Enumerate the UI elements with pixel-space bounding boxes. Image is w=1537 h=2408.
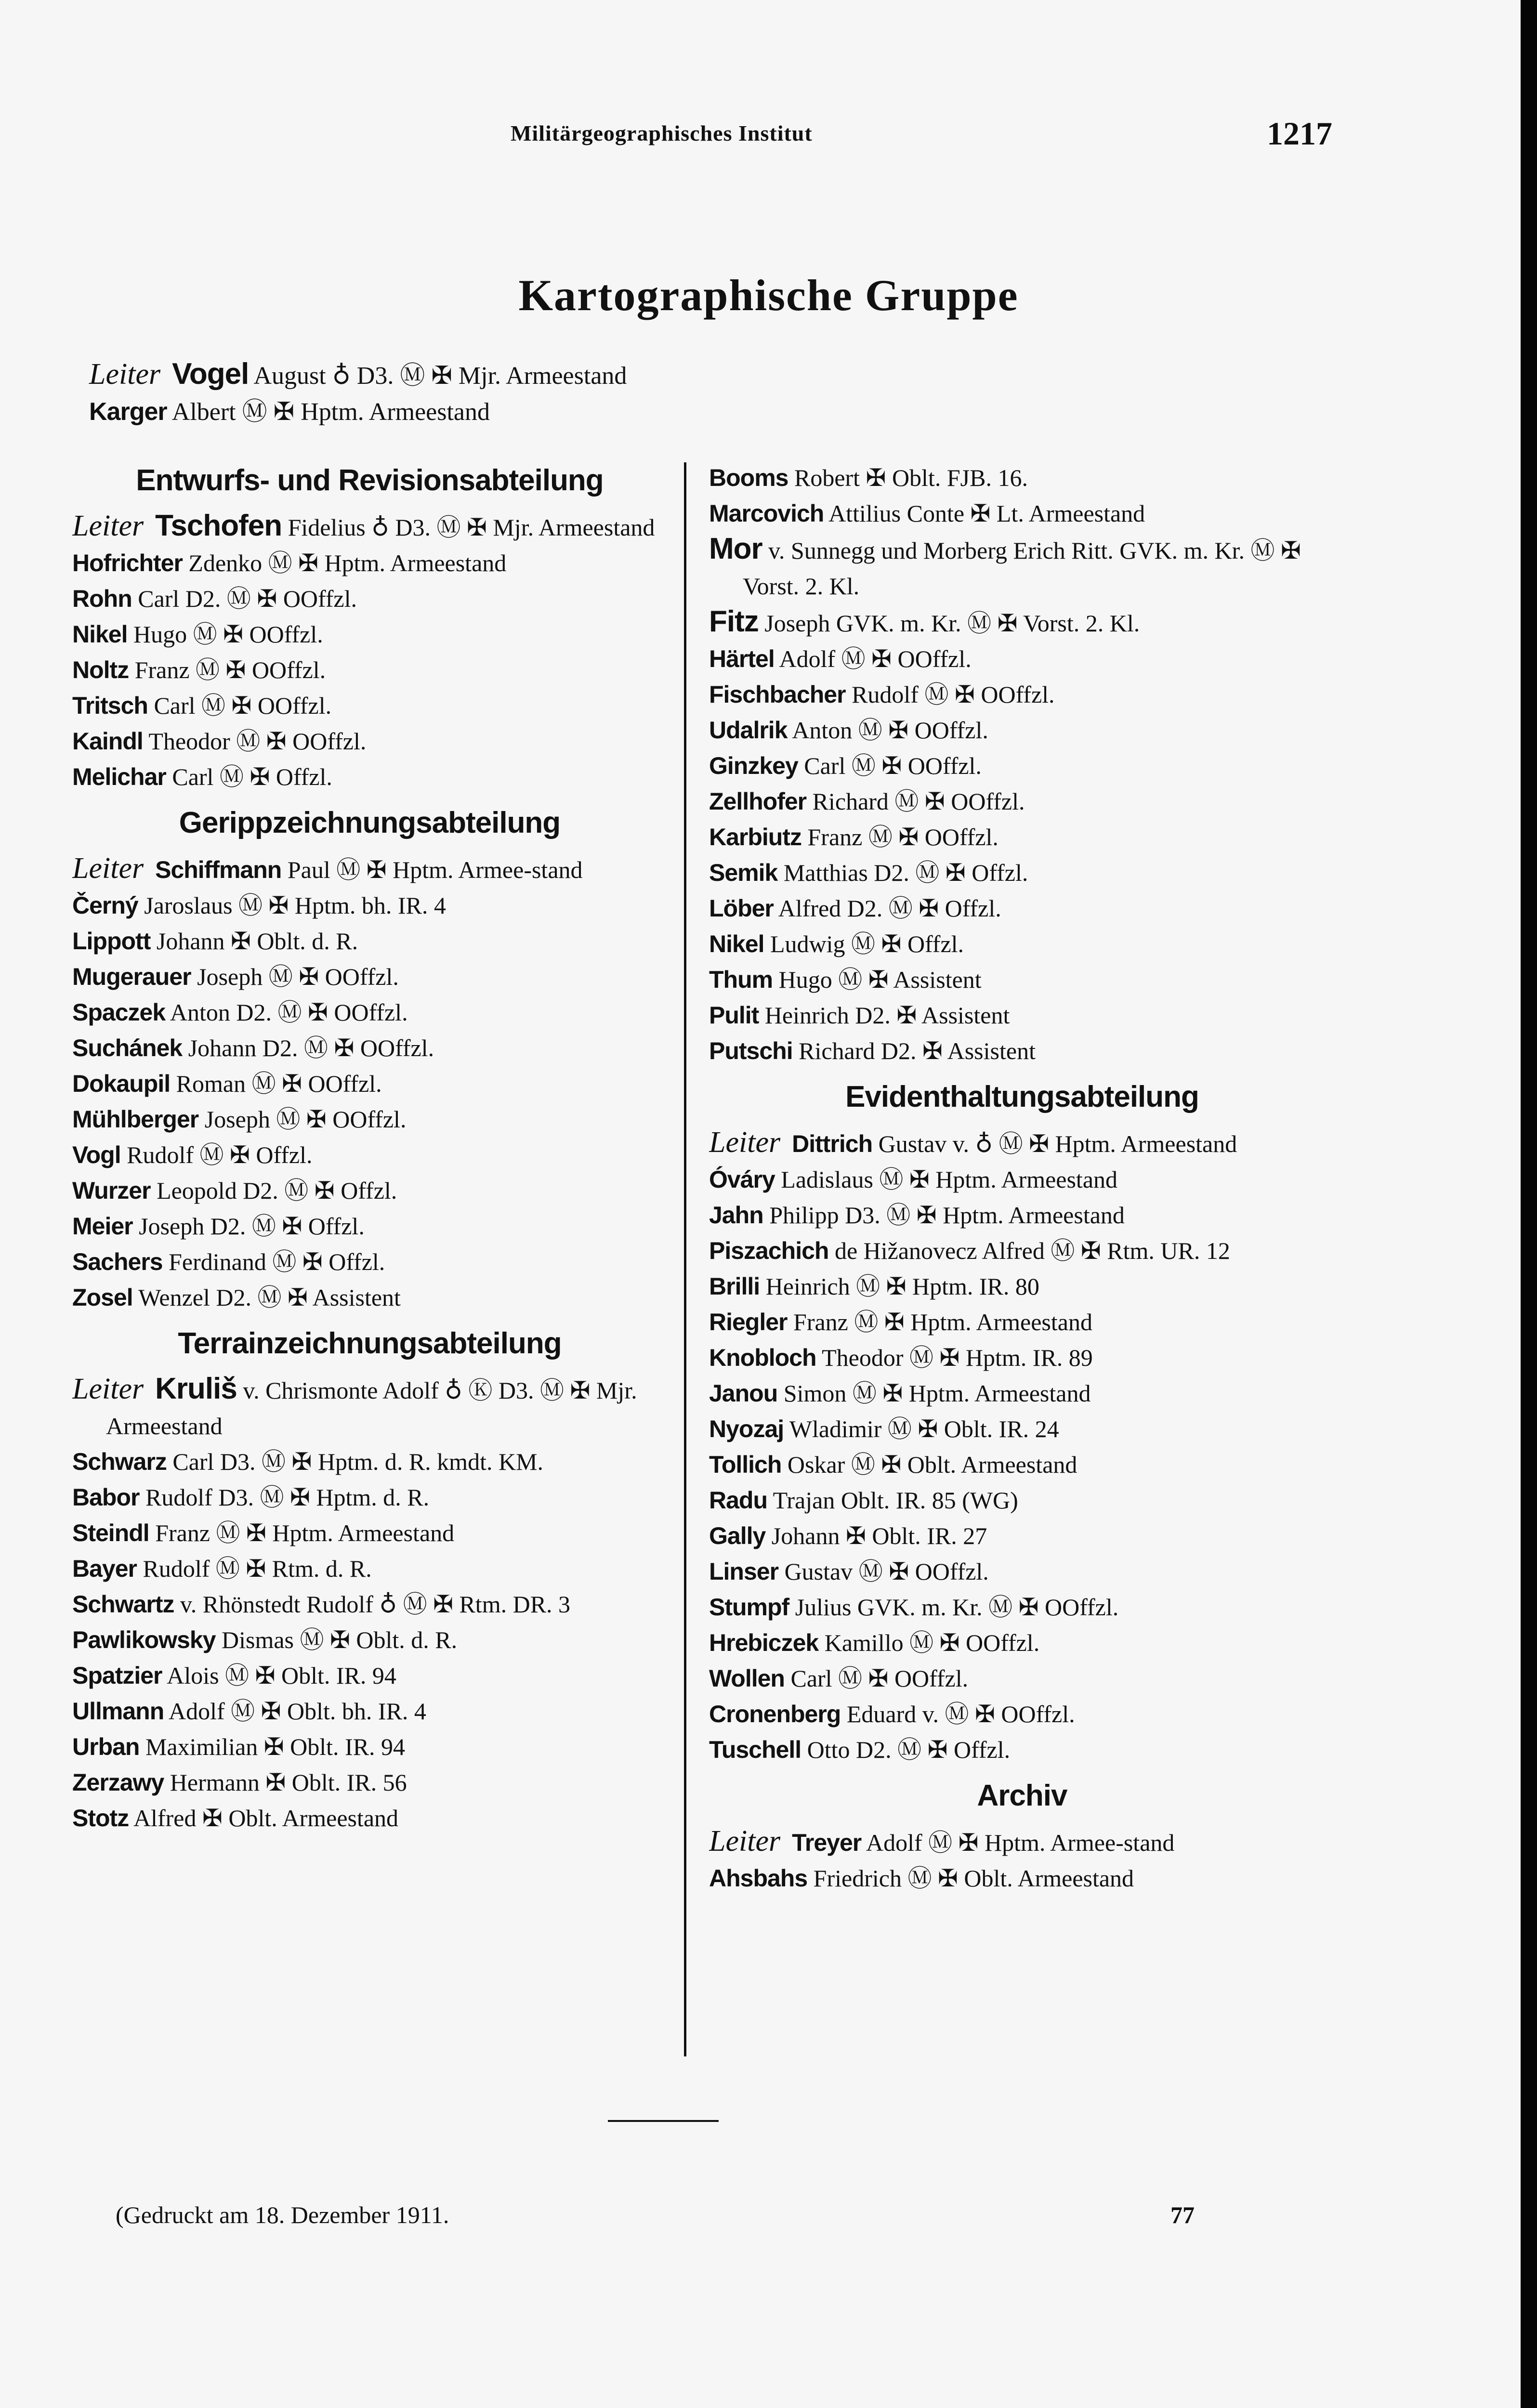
person-details: Franz Ⓜ ✠ Hptm. Armeestand: [155, 1519, 455, 1546]
page-title: Kartographische Gruppe: [518, 271, 1019, 320]
person-details: Dismas Ⓜ ✠ Oblt. d. R.: [222, 1626, 458, 1653]
personnel-entry: [72, 1729, 667, 1765]
personnel-entry: [709, 1482, 1335, 1518]
person-name: Ginzkey: [709, 752, 798, 779]
personnel-entry: [709, 962, 1335, 997]
person-details: Carl Ⓜ ✠ OOffzl.: [804, 752, 982, 779]
person-name: Mugerauer: [72, 963, 191, 990]
person-name: Urban: [72, 1733, 140, 1760]
person-details: Albert Ⓜ ✠ Hptm. Armeestand: [171, 398, 490, 426]
personnel-entry: [709, 1304, 1335, 1340]
person-details: Ferdinand Ⓜ ✠ Offzl.: [169, 1248, 385, 1275]
person-name: Nikel: [72, 621, 128, 648]
person-details: Maximilian ✠ Oblt. IR. 94: [145, 1733, 406, 1760]
personnel-entry: [709, 1823, 1335, 1860]
person-name: Ullmann: [72, 1698, 164, 1725]
person-name: Hofrichter: [72, 550, 183, 576]
personnel-entry: [72, 888, 667, 923]
leiter-label: Leiter: [72, 852, 144, 885]
person-details: Paul Ⓜ ✠ Hptm. Armee-stand: [287, 856, 583, 883]
personnel-entry: [709, 1732, 1335, 1767]
left-column: [72, 460, 667, 1836]
personnel-entry: [709, 1860, 1335, 1896]
person-details: Carl Ⓜ ✠ OOffzl.: [154, 692, 332, 719]
personnel-entry: [709, 890, 1335, 926]
person-name: Mor: [709, 532, 762, 565]
person-details: Carl D2. Ⓜ ✠ OOffzl.: [138, 585, 357, 612]
person-name: Linser: [709, 1558, 779, 1585]
personnel-entry: [72, 1444, 667, 1479]
person-name: Schwartz: [72, 1591, 174, 1618]
personnel-entry: [72, 1101, 667, 1137]
person-name: Treyer: [792, 1829, 862, 1856]
person-details: Rudolf Ⓜ ✠ Rtm. d. R.: [143, 1555, 372, 1582]
section-title: Archiv: [977, 1779, 1067, 1812]
person-name: Karger: [89, 398, 167, 426]
person-name: Karbiutz: [709, 824, 801, 851]
person-details: Richard D2. ✠ Assistent: [799, 1037, 1036, 1064]
person-details: Friedrich Ⓜ ✠ Oblt. Armeestand: [813, 1865, 1134, 1892]
person-name: Óváry: [709, 1166, 775, 1193]
personnel-entry: [72, 1280, 667, 1315]
person-name: Dokaupil: [72, 1070, 171, 1097]
person-details: Hermann ✠ Oblt. IR. 56: [170, 1769, 407, 1796]
person-details: de Hižanovecz Alfred Ⓜ ✠ Rtm. UR. 12: [834, 1237, 1230, 1264]
person-name: Pawlikowsky: [72, 1626, 216, 1653]
personnel-entry: [709, 1411, 1335, 1447]
person-name: Härtel: [709, 645, 775, 672]
person-details: Robert ✠ Oblt. FJB. 16.: [794, 464, 1028, 491]
group-leaders: [89, 356, 1486, 430]
section-title: Entwurfs- und Revisionsabteilung: [136, 464, 604, 497]
personnel-entry: [72, 1586, 667, 1622]
person-details: Simon Ⓜ ✠ Hptm. Armeestand: [783, 1380, 1091, 1407]
person-details: Fidelius ♁ D3. Ⓜ ✠ Mjr. Armeestand: [288, 514, 655, 541]
personnel-entry: [709, 1518, 1335, 1554]
person-details: Heinrich Ⓜ ✠ Hptm. IR. 80: [765, 1273, 1039, 1300]
personnel-entry: [709, 1447, 1335, 1482]
personnel-entry: [709, 1589, 1335, 1625]
personnel-entry: [709, 641, 1335, 677]
person-name: Zerzawy: [72, 1769, 164, 1796]
personnel-entry: [72, 1066, 667, 1101]
person-details: Heinrich D2. ✠ Assistent: [764, 1002, 1010, 1029]
person-name: Putschi: [709, 1037, 793, 1064]
personnel-entry: [72, 1244, 667, 1280]
person-name: Noltz: [72, 656, 129, 683]
person-details: Eduard v. Ⓜ ✠ OOffzl.: [846, 1701, 1075, 1727]
personnel-entry: [709, 460, 1335, 496]
personnel-entry: [72, 1693, 667, 1729]
person-details: Carl Ⓜ ✠ Offzl.: [172, 763, 332, 790]
personnel-entry: [709, 1197, 1335, 1233]
personnel-entry: [709, 1340, 1335, 1375]
personnel-entry: [72, 723, 667, 759]
personnel-entry: [709, 997, 1335, 1033]
personnel-entry: [72, 1208, 667, 1244]
running-head: Militärgeographisches Institut: [511, 121, 813, 145]
person-details: Joseph Ⓜ ✠ OOffzl.: [204, 1106, 407, 1133]
person-name: Zellhofer: [709, 788, 807, 815]
personnel-entry: [709, 748, 1335, 784]
person-details: Roman Ⓜ ✠ OOffzl.: [176, 1070, 382, 1097]
person-name: Riegler: [709, 1309, 788, 1335]
person-details: v. Chrismonte Adolf ♁ Ⓚ D3. Ⓜ ✠ Mjr. Armeestand: [106, 1377, 637, 1440]
right-column: [709, 460, 1335, 1896]
person-name: Melichar: [72, 763, 166, 790]
person-name: Nyozaj: [709, 1415, 784, 1442]
personnel-entry: [709, 784, 1335, 819]
person-details: Alfred D2. Ⓜ ✠ Offzl.: [778, 895, 1001, 922]
personnel-entry: [709, 604, 1335, 641]
person-name: Cronenberg: [709, 1701, 841, 1727]
leiter-label: Leiter: [72, 1373, 144, 1405]
personnel-entry: [72, 1030, 667, 1066]
footer-rule: [608, 2120, 719, 2122]
personnel-entry: [72, 545, 667, 581]
column-divider: [684, 462, 686, 2056]
leiter-label: Leiter: [709, 1126, 781, 1159]
person-details: Alfred ✠ Oblt. Armeestand: [133, 1805, 399, 1832]
personnel-entry: [72, 1137, 667, 1173]
person-name: Rohn: [72, 585, 132, 612]
person-details: Hugo Ⓜ ✠ OOffzl.: [133, 621, 323, 648]
personnel-entry: [72, 508, 667, 545]
person-name: Piszachich: [709, 1237, 829, 1264]
leiter-label: Leiter: [72, 510, 144, 542]
person-details: Leopold D2. Ⓜ ✠ Offzl.: [157, 1177, 397, 1204]
leiter-label: Leiter: [709, 1825, 781, 1858]
person-details: Rudolf Ⓜ ✠ OOffzl.: [852, 681, 1055, 708]
person-name: Dittrich: [792, 1130, 873, 1157]
person-name: Mühlberger: [72, 1106, 199, 1133]
personnel-entry: [72, 923, 667, 959]
person-details: Richard Ⓜ ✠ OOffzl.: [812, 788, 1025, 815]
leiter-label: Leiter: [89, 358, 161, 391]
person-details: Ludwig Ⓜ ✠ Offzl.: [770, 930, 964, 957]
personnel-entry: [72, 1622, 667, 1658]
personnel-entry: [72, 995, 667, 1030]
person-name: Babor: [72, 1484, 140, 1511]
person-name: Radu: [709, 1487, 767, 1514]
person-name: Sachers: [72, 1248, 163, 1275]
personnel-entry: [72, 1551, 667, 1586]
person-details: Franz Ⓜ ✠ OOffzl.: [807, 824, 998, 851]
person-name: Booms: [709, 464, 788, 491]
person-details: Carl D3. Ⓜ ✠ Hptm. d. R. kmdt. KM.: [172, 1448, 544, 1475]
personnel-entry: [72, 1658, 667, 1693]
person-details: Franz Ⓜ ✠ Hptm. Armeestand: [793, 1309, 1092, 1335]
person-name: Pulit: [709, 1002, 759, 1029]
person-name: Vogel: [172, 357, 249, 391]
person-details: Rudolf D3. Ⓜ ✠ Hptm. d. R.: [145, 1484, 430, 1511]
person-name: Hrebiczek: [709, 1629, 819, 1656]
personnel-entry: [709, 1554, 1335, 1589]
personnel-entry: [72, 1479, 667, 1515]
person-name: Suchánek: [72, 1034, 183, 1061]
personnel-entry: [72, 1800, 667, 1836]
personnel-entry: [709, 1375, 1335, 1411]
person-details: Adolf Ⓜ ✠ Oblt. bh. IR. 4: [169, 1698, 426, 1725]
person-details: Joseph Ⓜ ✠ OOffzl.: [197, 963, 399, 990]
personnel-entry: [709, 1125, 1335, 1162]
person-details: Adolf Ⓜ ✠ OOffzl.: [779, 645, 972, 672]
person-name: Spatzier: [72, 1662, 162, 1689]
person-details: Ladislaus Ⓜ ✠ Hptm. Armeestand: [781, 1166, 1118, 1193]
personnel-entry: [72, 959, 667, 995]
person-name: Marcovich: [709, 500, 824, 527]
personnel-entry: [709, 677, 1335, 712]
person-name: Nikel: [709, 930, 764, 957]
person-name: Fitz: [709, 605, 759, 638]
personnel-entry: [709, 1696, 1335, 1732]
person-name: Jahn: [709, 1202, 763, 1229]
person-name: Bayer: [72, 1555, 137, 1582]
personnel-entry: [72, 1515, 667, 1551]
person-details: Jaroslaus Ⓜ ✠ Hptm. bh. IR. 4: [144, 892, 446, 919]
person-details: Trajan Oblt. IR. 85 (WG): [773, 1487, 1018, 1514]
person-details: Wladimir Ⓜ ✠ Oblt. IR. 24: [789, 1415, 1059, 1442]
personnel-entry: [72, 616, 667, 652]
person-details: Attilius Conte ✠ Lt. Armeestand: [828, 500, 1145, 527]
personnel-entry: [709, 1661, 1335, 1696]
person-details: Anton Ⓜ ✠ OOffzl.: [792, 717, 988, 744]
person-details: Joseph D2. Ⓜ ✠ Offzl.: [139, 1213, 365, 1240]
person-details: Julius GVK. m. Kr. Ⓜ ✠ OOffzl.: [795, 1594, 1119, 1621]
person-name: Ahsbahs: [709, 1865, 808, 1892]
person-name: Vogl: [72, 1141, 121, 1168]
leader-line: [89, 394, 1486, 430]
person-name: Schiffmann: [155, 856, 282, 883]
scan-edge: [1521, 0, 1537, 2408]
person-name: Udalrik: [709, 717, 788, 744]
personnel-entry: [72, 759, 667, 795]
person-details: Adolf Ⓜ ✠ Hptm. Armee-stand: [866, 1829, 1175, 1856]
personnel-entry: [709, 1033, 1335, 1069]
person-name: Tollich: [709, 1451, 782, 1478]
personnel-entry: [709, 819, 1335, 855]
person-details: Alois Ⓜ ✠ Oblt. IR. 94: [167, 1662, 396, 1689]
person-name: Janou: [709, 1380, 778, 1407]
personnel-entry: [72, 688, 667, 723]
person-name: Fischbacher: [709, 681, 846, 708]
personnel-entry: [709, 1269, 1335, 1304]
personnel-entry: [72, 1765, 667, 1800]
person-name: Löber: [709, 895, 774, 922]
person-name: Stumpf: [709, 1594, 789, 1621]
person-name: Tritsch: [72, 692, 148, 719]
personnel-entry: [709, 712, 1335, 748]
person-details: v. Sunnegg und Morberg Erich Ritt. GVK. m. Kr. Ⓜ ✠ Vorst. 2. Kl.: [743, 537, 1301, 600]
person-name: Kaindl: [72, 728, 143, 755]
section-title: Evidenthaltungsabteilung: [845, 1080, 1199, 1113]
person-details: August ♁ D3. Ⓜ ✠ Mjr. Armeestand: [253, 362, 627, 390]
personnel-entry: [72, 652, 667, 688]
personnel-entry: [709, 926, 1335, 962]
personnel-entry: [72, 1371, 667, 1444]
person-name: Stotz: [72, 1805, 129, 1832]
person-details: Theodor Ⓜ ✠ OOffzl.: [148, 728, 367, 755]
person-details: Joseph GVK. m. Kr. Ⓜ ✠ Vorst. 2. Kl.: [764, 610, 1140, 637]
person-name: Tuschell: [709, 1736, 801, 1763]
person-name: Kruliš: [155, 1372, 237, 1405]
person-details: Gustav Ⓜ ✠ OOffzl.: [784, 1558, 989, 1585]
person-details: Hugo Ⓜ ✠ Assistent: [778, 966, 982, 993]
person-details: Philipp D3. Ⓜ ✠ Hptm. Armeestand: [769, 1202, 1125, 1229]
person-details: Johann D2. Ⓜ ✠ OOffzl.: [188, 1034, 434, 1061]
person-name: Thum: [709, 966, 773, 993]
person-details: Kamillo Ⓜ ✠ OOffzl.: [824, 1629, 1040, 1656]
personnel-entry: [709, 855, 1335, 890]
person-name: Gally: [709, 1522, 766, 1549]
personnel-entry: [709, 1233, 1335, 1269]
person-name: Knobloch: [709, 1344, 816, 1371]
personnel-entry: [709, 531, 1335, 604]
person-details: Carl Ⓜ ✠ OOffzl.: [790, 1665, 969, 1692]
person-details: Johann ✠ Oblt. IR. 27: [771, 1522, 987, 1549]
section-title: Gerippzeichnungsabteilung: [179, 806, 561, 839]
person-name: Wurzer: [72, 1177, 151, 1204]
person-details: Wenzel D2. Ⓜ ✠ Assistent: [138, 1284, 401, 1311]
person-details: Oskar Ⓜ ✠ Oblt. Armeestand: [787, 1451, 1077, 1478]
person-details: v. Rhönstedt Rudolf ♁ Ⓜ ✠ Rtm. DR. 3: [180, 1591, 571, 1618]
person-details: Gustav v. ♁ Ⓜ ✠ Hptm. Armeestand: [878, 1130, 1237, 1157]
person-name: Schwarz: [72, 1448, 167, 1475]
sheet-number: 77: [1170, 2201, 1195, 2228]
person-name: Brilli: [709, 1273, 760, 1300]
person-details: Johann ✠ Oblt. d. R.: [156, 928, 358, 955]
person-name: Semik: [709, 859, 778, 886]
person-name: Černý: [72, 892, 138, 919]
personnel-entry: [72, 581, 667, 616]
personnel-entry: [72, 851, 667, 888]
person-details: Matthias D2. Ⓜ ✠ Offzl.: [783, 859, 1028, 886]
personnel-entry: [72, 1173, 667, 1208]
person-name: Steindl: [72, 1519, 149, 1546]
person-name: Spaczek: [72, 999, 166, 1026]
section-title: Terrainzeichnungsabteilung: [178, 1327, 562, 1360]
person-name: Lippott: [72, 928, 151, 955]
personnel-entry: [709, 496, 1335, 531]
person-name: Wollen: [709, 1665, 785, 1692]
person-details: Franz Ⓜ ✠ OOffzl.: [134, 656, 326, 683]
person-details: Theodor Ⓜ ✠ Hptm. IR. 89: [822, 1344, 1093, 1371]
person-name: Tschofen: [155, 509, 282, 542]
personnel-entry: [709, 1625, 1335, 1661]
person-details: Zdenko Ⓜ ✠ Hptm. Armeestand: [188, 550, 507, 576]
person-details: Rudolf Ⓜ ✠ Offzl.: [127, 1141, 313, 1168]
person-details: Anton D2. Ⓜ ✠ OOffzl.: [170, 999, 408, 1026]
print-date: (Gedruckt am 18. Dezember 1911.: [116, 2201, 449, 2228]
person-name: Meier: [72, 1213, 133, 1240]
person-details: Otto D2. Ⓜ ✠ Offzl.: [807, 1736, 1011, 1763]
person-name: Zosel: [72, 1284, 133, 1311]
page-number: 1217: [1267, 115, 1332, 152]
leader-line: [89, 356, 1486, 394]
personnel-entry: [709, 1162, 1335, 1197]
